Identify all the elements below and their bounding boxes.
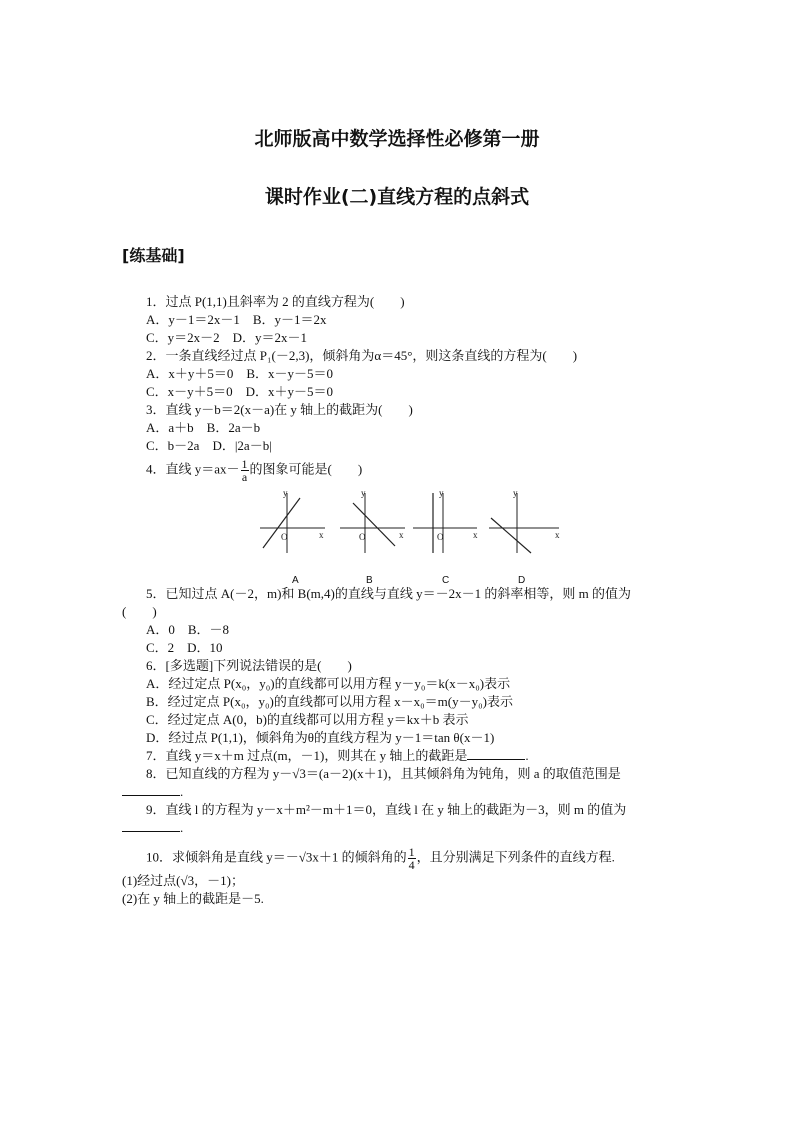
- origin-label: O: [359, 532, 366, 542]
- question-5: 5．已知过点 A(－2，m)和 B(m,4)的直线与直线 y＝－2x－1 的斜率相等，则 m 的值为: [146, 586, 631, 601]
- axis-x-label: x: [473, 530, 478, 540]
- graph-b: [340, 488, 405, 553]
- question-1: 1．过点 P(1,1)且斜率为 2 的直线方程为( ): [146, 294, 405, 309]
- axis-x-label: x: [319, 530, 324, 540]
- question-10: 10．求倾斜角是直线 y＝－√3x＋1 的倾斜角的 $\frac{1}{4}$ ，且分别满足下列条件的直线方程.: [146, 845, 615, 872]
- axis-y-label: y: [439, 488, 444, 498]
- question-2-options-cd: C．x－y＋5＝0 D．x＋y－5＝0: [146, 384, 334, 399]
- question-6-option-b: B．经过定点 P(x₀，y₀)的直线都可以用方程 x－x₀＝m(y－y₀)表示: [146, 694, 513, 709]
- question-6-option-c: C．经过定点 A(0，b)的直线都可以用方程 y＝kx＋b 表示: [146, 712, 469, 727]
- question-4: 4．直线 y＝ax－ $\frac{1}{a}$ 的图象可能是( ): [146, 457, 363, 484]
- page-subtitle: 课时作业(二)直线方程的点斜式: [264, 186, 530, 208]
- axis-x-label: x: [555, 530, 560, 540]
- question-9-blank-line: .: [122, 819, 682, 837]
- axis-y-label: y: [361, 488, 366, 498]
- question-2-options-ab: A．x＋y＋5＝0 B．x－y－5＝0: [146, 366, 334, 381]
- graph-label-b: B: [366, 575, 373, 586]
- question-5-paren: ( ): [122, 604, 157, 619]
- axis-y-label: y: [513, 488, 518, 498]
- graph-label-d: D: [518, 575, 526, 586]
- question-4-graphs: [255, 488, 575, 588]
- question-8: 8．已知直线的方程为 y－√3＝(a－2)(x＋1)，且其倾斜角为钝角，则 a 的取值范围是: [146, 766, 621, 781]
- question-10-part-2: (2)在 y 轴上的截距是－5.: [122, 891, 264, 906]
- page-title: 北师版高中数学选择性必修第一册: [254, 128, 540, 150]
- question-10-part-1: (1)经过点(√3，－1)；: [122, 873, 244, 888]
- question-3-options-ab: A．a＋b B．2a－b: [146, 420, 261, 435]
- answer-blank[interactable]: [467, 747, 525, 760]
- question-9: 9．直线 l 的方程为 y－x＋m²－m＋1＝0，直线 l 在 y 轴上的截距为－3，则 m 的值为: [146, 802, 627, 817]
- answer-blank[interactable]: [122, 819, 180, 832]
- graph-d: [489, 488, 560, 553]
- section-heading: [练基础]: [122, 246, 185, 265]
- origin-label: O: [437, 532, 444, 542]
- fraction: $\frac{1}{a}$: [241, 457, 248, 484]
- axis-y-label: y: [283, 488, 288, 498]
- question-1-options-ab: A．y－1＝2x－1 B．y－1＝2x: [146, 312, 327, 327]
- graph-label-a: A: [292, 575, 299, 586]
- question-2: 2．一条直线经过点 P₁(－2,3)，倾斜角为α＝45°，则这条直线的方程为( ): [146, 348, 578, 363]
- answer-blank[interactable]: [122, 783, 180, 796]
- graph-a: [260, 488, 325, 553]
- question-8-blank-line: .: [122, 783, 682, 801]
- question-7: 7．直线 y＝x＋m 过点(m，－1)，则其在 y 轴上的截距是 .: [146, 748, 529, 763]
- graph-c: [413, 488, 478, 553]
- question-6: 6．[多选题]下列说法错误的是( ): [146, 658, 352, 673]
- origin-label: O: [281, 532, 288, 542]
- question-1-options-cd: C．y＝2x－2 D．y＝2x－1: [146, 330, 308, 345]
- fraction: $\frac{1}{4}$: [408, 845, 415, 872]
- question-6-option-a: A．经过定点 P(x₀，y₀)的直线都可以用方程 y－y₀＝k(x－x₀)表示: [146, 676, 511, 691]
- question-3: 3．直线 y－b＝2(x－a)在 y 轴上的截距为( ): [146, 402, 413, 417]
- question-6-option-d: D．经过点 P(1,1)，倾斜角为θ的直线方程为 y－1＝tan θ(x－1): [146, 730, 495, 745]
- question-5-options-ab: A．0 B．－8: [146, 622, 230, 637]
- question-5-options-cd: C．2 D．10: [146, 640, 223, 655]
- graph-label-c: C: [442, 575, 450, 586]
- question-3-options-cd: C．b－2a D．|2a－b|: [146, 438, 272, 453]
- axis-x-label: x: [399, 530, 404, 540]
